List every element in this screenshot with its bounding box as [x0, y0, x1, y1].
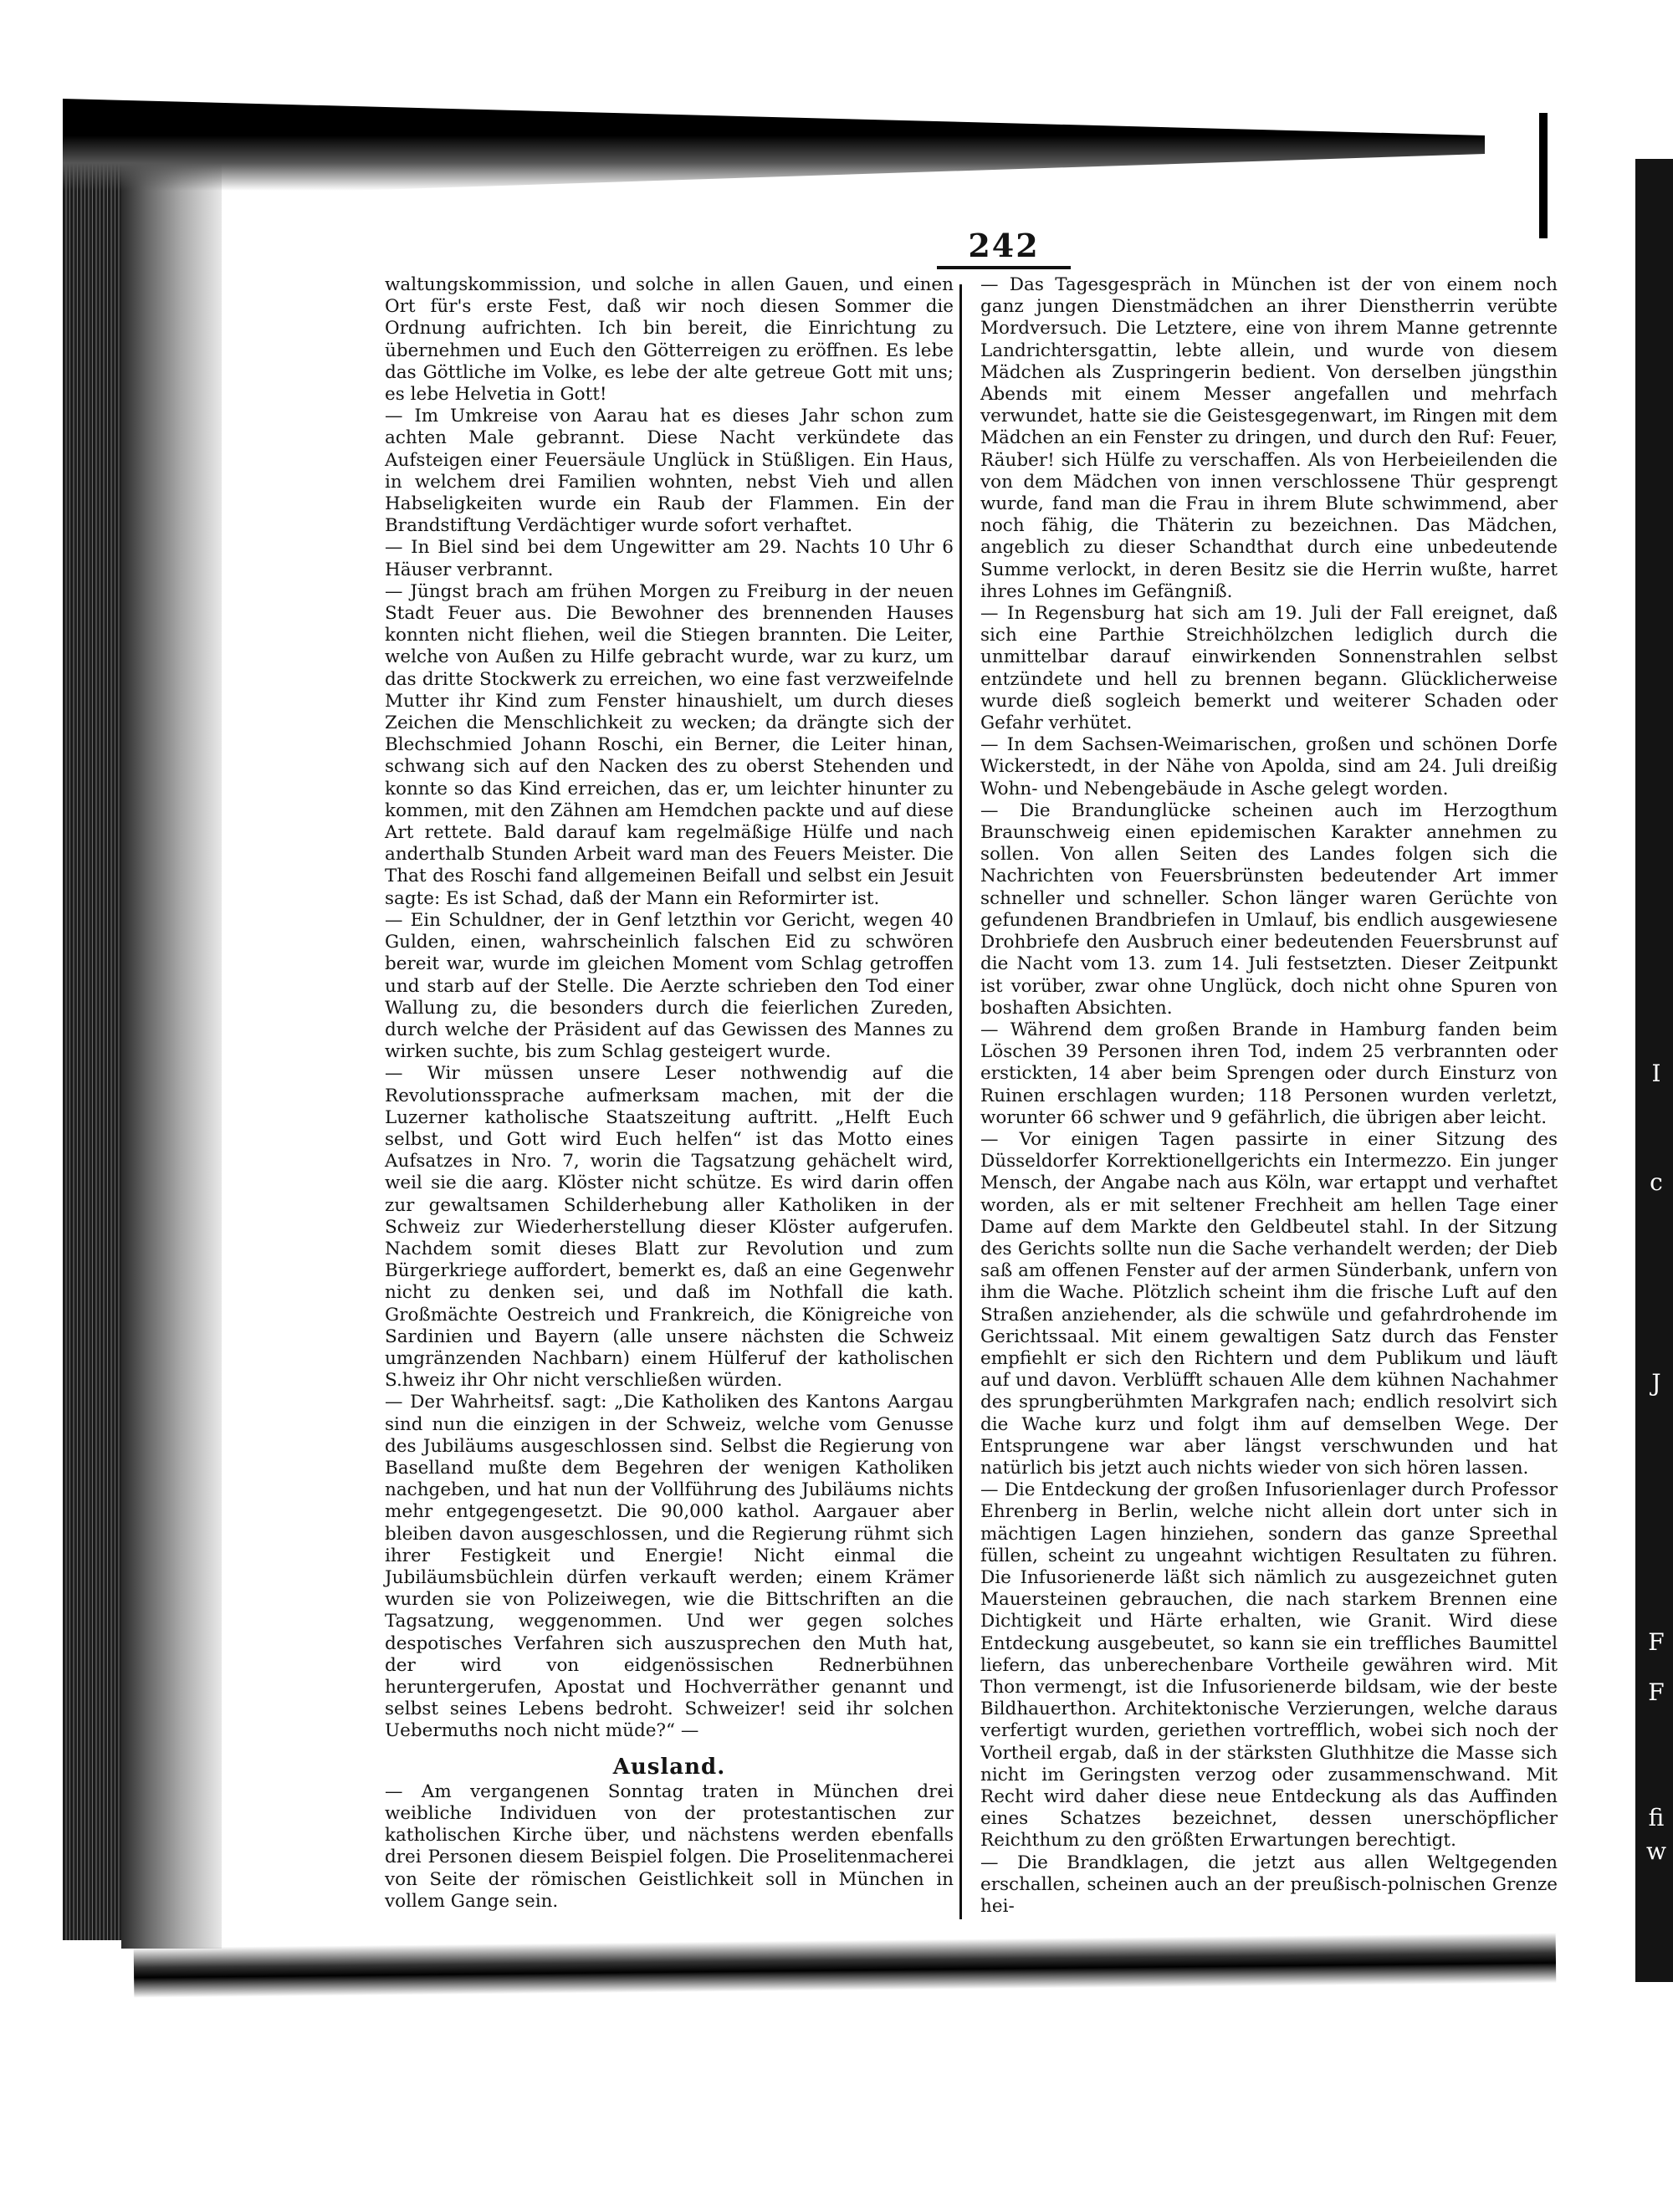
margin-fragment: F	[1648, 1628, 1665, 1656]
article-paragraph: — Vor einigen Tagen passirte in einer Sitzung des Düsseldorfer Korrektionellgerichts ein Intermezzo. Ein junger Mensch, der Angabe nach aus Köln, war ertappt und verhaftet worden, als er mit seltener Frechheit am hellen Tage einer Dame auf dem Markte den Geldbeutel stahl. In der Sitzung des Gerichts sollte nun die Sache verhandelt werden; der Dieb saß am offenen Fenster auf der armen Sünderbank, unfern von ihm die Wache. Plötzlich scheint ihm die frische Luft auf den Straßen anziehender, als die schwüle und gefahrdrohende im Gerichtssaal. Mit einem gewaltigen Satz durch das Fenster empfiehlt er sich den Richtern und dem Publikum und läuft auf und davon. Verblüfft schauen Alle dem kühnen Nachahmer des sprungberühmten Markgrafen nach; endlich resolvirt sich die Wache kurz und folgt ihm auf demselben Wege. Der Entsprungene war aber längst verschwunden und hat natürlich bis jetzt auch nichts wieder von sich hören lassen.	[980, 1128, 1558, 1479]
article-paragraph: — In dem Sachsen-Weimarischen, großen und schönen Dorfe Wickerstedt, in der Nähe von Apolda, sind am 24. Juli dreißig Wohn- und Nebengebäude in Asche gelegt worden.	[980, 734, 1558, 799]
article-paragraph: — Am vergangenen Sonntag traten in München drei weibliche Individuen von der protestantischen zur katholischen Kirche über, und nächstens werden ebenfalls drei Personen diesem Beispiel folgen. Die Proselitenmacherei von Seite der römischen Geistlichkeit soll in München in vollem Gange sein.	[385, 1780, 954, 1912]
margin-fragment: I	[1651, 1060, 1661, 1087]
page-stack-shadow	[121, 125, 222, 1949]
margin-fragment: F	[1648, 1678, 1665, 1706]
scan-top-shadow	[63, 99, 1485, 191]
book-binding-edge	[63, 100, 121, 1940]
article-paragraph: — In Regensburg hat sich am 19. Juli der Fall ereignet, daß sich eine Parthie Streichhölzchen lediglich durch die unmittelbar darauf einwirkenden Sonnenstrahlen selbst entzündete und hell zu brennen begann. Glücklicherweise wurde dieß sogleich bemerkt und weiterer Schaden oder Gefahr verhütet.	[980, 603, 1558, 734]
page-number: 242	[937, 226, 1071, 269]
article-paragraph: — In Biel sind bei dem Ungewitter am 29. Nachts 10 Uhr 6 Häuser verbrannt.	[385, 537, 954, 580]
article-paragraph: — Wir müssen unsere Leser nothwendig auf die Revolutionssprache aufmerksam machen, mit der die Luzerner katholische Staatszeitung auftritt. „Helft Euch selbst, und Gott wird Euch helfen“ ist das Motto eines Aufsatzes in Nro. 7, worin die Tagsatzung gehächelt wird, weil sie die aarg. Klöster nicht schütze. Es wird darin offen zur gewaltsamen Schilderhebung aller Katholiken in der Schweiz zur Wiederherstellung dieser Klöster aufgerufen. Nachdem somit dieses Blatt zur Revolution und zum Bürgerkriege auffordert, bemerkt es, daß an eine Gegenwehr nicht zu denken sei, und daß im Nothfall die kath. Großmächte Oestreich und Frankreich, die Königreiche von Sardinien und Bayern (alle unsere nächsten die Schweiz umgränzenden Nachbarn) einem Hülferuf der katholischen S.hweiz ihr Ohr nicht verschließen würden.	[385, 1063, 954, 1392]
margin-fragment: w	[1646, 1837, 1666, 1865]
margin-fragment: fi	[1648, 1804, 1665, 1831]
scan-bottom-shadow	[134, 1933, 1557, 1998]
article-paragraph: — Die Brandunglücke scheinen auch im Herzogthum Braunschweig einen epidemischen Karakter annehmen zu sollen. Von allen Seiten des Landes folgen sich die Nachrichten von Feuersbrünsten bedeutender Art immer schneller und schneller. Schon länger waren Gerüchte von gefundenen Brandbriefen in Umlauf, bis endlich ausgewiesene Drohbriefe den Ausbruch einer bedeutenden Feuersbrunst auf die Nacht vom 13. zum 14. Juli festsetzten. Dieser Zeitpunkt ist vorüber, zwar ohne Unglück, doch nicht ohne Spuren von boshaften Absichten.	[980, 799, 1558, 1019]
article-paragraph: — Während dem großen Brande in Hamburg fanden beim Löschen 39 Personen ihren Tod, indem 25 verbrannten oder erstickten, 14 aber beim Sprengen oder durch Einsturz von Ruinen erschlagen wurden; 118 Personen wurden verletzt, worunter 66 schwer und 9 gefährlich, die übrigen aber leicht.	[980, 1019, 1558, 1128]
margin-fragment: J	[1651, 1369, 1661, 1397]
article-paragraph: — Die Brandklagen, die jetzt aus allen Weltgegenden erschallen, scheinen auch an der preußisch-polnischen Grenze hei-	[980, 1852, 1558, 1918]
right-column	[980, 274, 1558, 1918]
article-paragraph: waltungskommission, und solche in allen Gauen, und einen Ort für's erste Fest, daß wir noch diesen Sommer die Ordnung aufrichten. Ich bin bereit, die Einrichtung zu übernehmen und Euch den Götterreigen zu eröffnen. Es lebe das Göttliche im Volke, es lebe der alte getreue Gott mit uns; es lebe Helvetia in Gott!	[385, 274, 954, 406]
facing-page-edge	[1539, 113, 1548, 238]
article-paragraph: — Die Entdeckung der großen Infusorienlager durch Professor Ehrenberg in Berlin, welche nicht allein dort unter sich in mächtigen Lagen hinziehen, sondern das ganze Spreethal füllen, scheint zu ungeahnt wichtigen Resultaten zu führen. Die Infusorienerde läßt sich nämlich zu ausgezeichnet guten Mauersteinen gebrauchen, die nach starkem Brennen eine Dichtigkeit und Härte erhalten, wie Granit. Wird diese Entdeckung ausgebeutet, so kann sie ein treffliches Baumittel liefern, das unberechenbare Vortheile gewähren wird. Mit Thon vermengt, ist die Infusorienerde bildsam, wie der beste Bildhauerthon. Architektonische Verzierungen, welche daraus verfertigt wurden, geriethen vortrefflich, wobei sich noch der Vortheil ergab, daß in der stärksten Gluthhitze die Masse sich nicht im Geringsten verzog oder zusammenschwand. Mit Recht wird daher diese neue Entdeckung als das Auffinden eines Schatzes bezeichnet, dessen unerschöpflicher Reichthum zu den größten Erwartungen berechtigt.	[980, 1479, 1558, 1852]
article-paragraph: — Der Wahrheitsf. sagt: „Die Katholiken des Kantons Aargau sind nun die einzigen in der Schweiz, welche vom Genusse des Jubiläums ausgeschlossen sind. Selbst die Regierung von Baselland mußte dem Begehren der wenigen Katholiken nachgeben, und hat nun der Vollführung des Jubiläums nichts mehr entgegengesetzt. Die 90,000 kathol. Aargauer aber bleiben davon ausgeschlossen, und die Regierung rühmt sich ihrer Festigkeit und Energie! Nicht einmal die Jubiläumsbüchlein dürfen verkauft werden; einem Krämer wurden sie von Polizeiwegen, wie die Bittschriften an die Tagsatzung, weggenommen. Und wer gegen solches despotisches Verfahren sich auszusprechen den Muth hat, der wird von eidgenössischen Rednerbühnen heruntergerufen, Apostat und Hochverräther genannt und selbst seines Lebens bedroht. Schweizer! seid ihr solchen Uebermuths noch nicht müde?“ —	[385, 1392, 954, 1742]
left-column	[385, 274, 954, 1913]
article-paragraph: — Jüngst brach am frühen Morgen zu Freiburg in der neuen Stadt Feuer aus. Die Bewohner des brennenden Hauses konnten nicht fliehen, weil die Stiegen brannten. Die Leiter, welche von Außen zu Hilfe gebracht wurde, war zu kurz, um das dritte Stockwerk zu erreichen, wo eine fast verzweifelnde Mutter ihr Kind zum Fenster hinaushielt, um durch dieses Zeichen die Menschlichkeit zu wecken; da drängte sich der Blechschmied Johann Roschi, ein Berner, die Leiter hinan, schwang sich auf den Nacken des zu oberst Stehenden und konnte so das Kind erreichen, das er, um leichter hinunter zu kommen, mit den Zähnen am Hemdchen packte und auf diese Art rettete. Bald darauf kam regelmäßige Hülfe und nach anderthalb Stunden Arbeit ward man des Feuers Meister. Die That des Roschi fand allgemeinen Beifall und selbst ein Jesuit sagte: Es ist Schad, daß der Mann ein Reformirter ist.	[385, 580, 954, 909]
article-paragraph: — Im Umkreise von Aarau hat es dieses Jahr schon zum achten Male gebrannt. Diese Nacht verkündete das Aufsteigen einer Feuersäule Unglück in Stüßligen. Ein Haus, in welchem drei Familien wohnten, nebst Vieh und allen Habseligkeiten wurde ein Raub der Flammen. Ein der Brandstiftung Verdächtiger wurde sofort verhaftet.	[385, 406, 954, 537]
article-paragraph: — Ein Schuldner, der in Genf letzthin vor Gericht, wegen 40 Gulden, einen, wahrscheinlich falschen Eid zu schwören bereit war, wurde im gleichen Moment vom Schlag getroffen und starb auf der Stelle. Die Aerzte schrieben den Tod einer Wallung zu, die besonders durch die feierlichen Zureden, durch welche der Präsident auf das Gewissen des Mannes zu wirken suchte, bis zum Schlag gesteigert wurde.	[385, 909, 954, 1063]
section-heading: Ausland.	[612, 1754, 726, 1780]
column-divider	[959, 284, 962, 1919]
margin-fragment: c	[1650, 1168, 1663, 1196]
article-paragraph: — Das Tagesgespräch in München ist der von einem noch ganz jungen Dienstmädchen an ihrer Dienstherrin verübte Mordversuch. Die Letztere, eine von ihrem Manne getrennte Landrichtersgattin, lebte allein, und wurde von diesem Mädchen als Zuspringerin bedient. Von derselben jüngsthin Abends mit einem Messer angefallen und mehrfach verwundet, hatte sie die Geistesgegenwart, im Ringen mit dem Mädchen an ein Fenster zu dringen, und durch den Ruf: Feuer, Räuber! sich Hülfe zu verschaffen. Als von Herbeieilenden die von dem Mädchen von innen verschlossene Thür gesprengt wurde, fand man die Frau in ihrem Blute schwimmend, aber noch fähig, die Thäterin zu bezeichnen. Das Mädchen, angeblich zu dieser Schandthat durch eine unbedeutende Summe verlockt, in deren Besitz sie die Herrin wußte, harret ihres Lohnes im Gefängniß.	[980, 274, 1558, 602]
